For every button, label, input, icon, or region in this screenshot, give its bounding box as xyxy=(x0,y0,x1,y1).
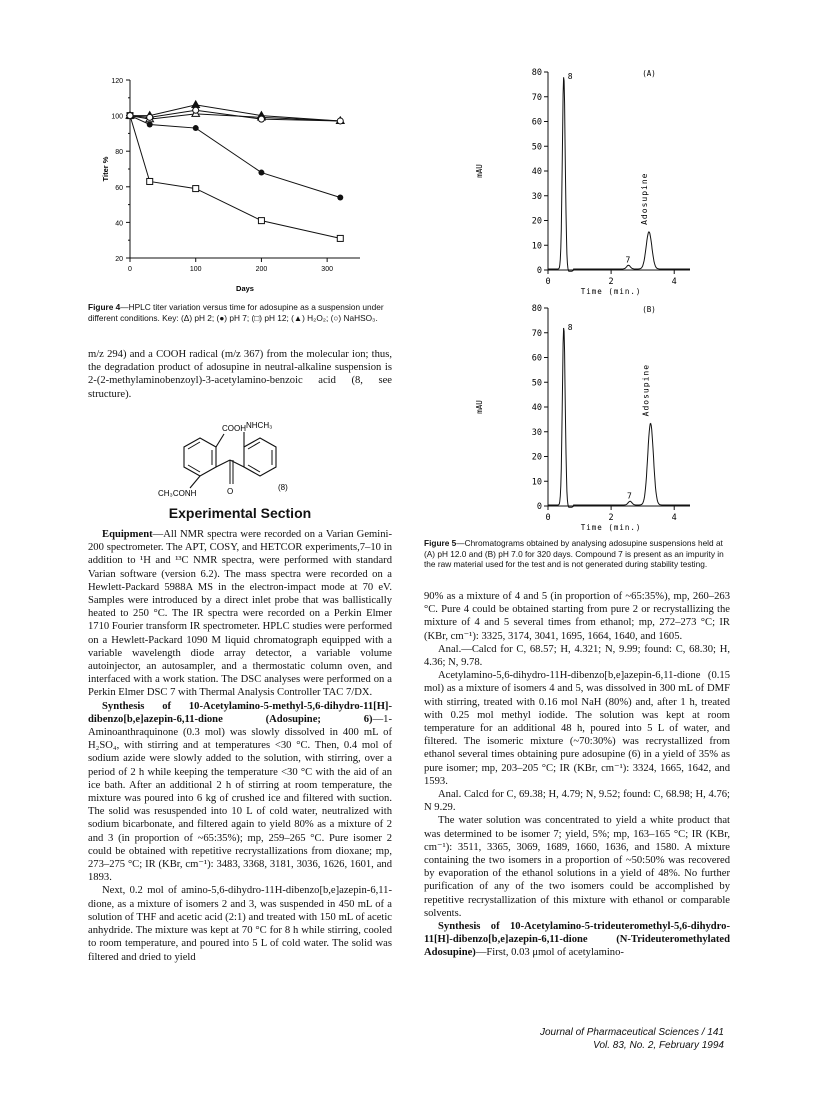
y-tick-label: 20 xyxy=(531,452,542,463)
footer xyxy=(540,1026,724,1052)
next-paragraph: Next, 0.2 mol of amino-5,6-dihydro-11H-dibenzo[b,e]azepin-6,11-dione, as a mixture of isomers 2 and 3, was suspended in 450 mL of a solution of THF and acetic acid (2:1) and treated with 150 mL of acetic anhydride. The mixture was kept at 70 °C for 8 h while stirring, cooled to room temperature, and poured into 5 L of cold water. The solid was filtered and dried to yield xyxy=(88,885,392,963)
y-tick-label: 20 xyxy=(531,216,542,227)
peak-label: 8 xyxy=(567,71,573,81)
series-line xyxy=(130,116,340,198)
panel-label: (B) xyxy=(642,305,656,314)
left-column-body xyxy=(88,528,392,964)
data-point xyxy=(258,116,264,122)
y-tick-label: 20 xyxy=(115,256,123,263)
x-tick-label: 200 xyxy=(255,266,268,273)
right-column-body xyxy=(424,590,730,960)
data-point xyxy=(337,118,343,124)
y-tick-label: 30 xyxy=(531,427,542,438)
right-paragraph-6 xyxy=(424,920,730,960)
structure-label-number: (8) xyxy=(278,483,288,492)
x-tick-label: 0 xyxy=(545,513,551,523)
data-point xyxy=(337,235,343,241)
peak-label: 8 xyxy=(567,322,573,332)
x-tick-label: 0 xyxy=(545,277,551,287)
y-tick-label: 40 xyxy=(531,403,542,413)
data-point xyxy=(127,113,133,119)
structure-label-o: O xyxy=(227,487,234,496)
y-axis-label: mAU xyxy=(475,400,484,414)
equipment-lead: Equipment xyxy=(102,529,153,540)
right-paragraph-5: The water solution was concentrated to yield a white product that was determined to be isomer 7; yield, 5%; mp, 163–165 °C; IR (KBr, cm⁻¹): 3511, 3365, 3069, 1689, 1660, 1636, and 1580. A mixture containing the two isomers in a proportion of ~50:50% was recovered by evaporation of the ethanol solutions in a yield of 48%. No further purification of any of the two isomers could be accomplished by repetitive recrystallization of this mixture with ethanol or comparable solvents. xyxy=(424,815,730,919)
data-point xyxy=(147,178,153,184)
peak-label: Adosupine xyxy=(641,363,651,417)
y-axis-label: mAU xyxy=(475,164,484,178)
data-point xyxy=(337,194,343,200)
x-tick-label: 4 xyxy=(671,277,677,287)
data-point xyxy=(192,101,200,108)
chromatogram-trace xyxy=(548,77,690,271)
figure5-chromatogram-b xyxy=(470,298,710,538)
y-tick-label: 70 xyxy=(531,328,542,339)
y-tick-label: 60 xyxy=(531,117,542,128)
y-tick-label: 0 xyxy=(536,502,542,512)
structure-right-ring xyxy=(244,438,276,476)
right-paragraph-2: Anal.—Calcd for C, 68.57; H, 4.321; N, 9.99; found: C, 68.30; H, 4.36; N, 9.78. xyxy=(424,643,730,669)
synthesis-text: —1-Aminoanthraquinone (0.3 mol) was slowly dissolved in 400 mL of H₂SO₄, with stirring and at temperatures <30 °C. Then, 0.4 mol of sodium azide were slowly added to the solution, with stirring, over a period of 2 h while keeping the temperature <30 °C with the aid of an ice bath. After an additional 2 h of stirring at room temperature, the mixture was poured into 6 kg of crushed ice and filtered with suction. The solid was resuspended into 10 L of cold water, neutralized with sodium bicarbonate, and filtered again to yield 80% as a mixture of 2 and 3 (in proportion of ~65:35%); mp, 259–265 °C. Pure isomer 2 could be obtained with repetitive recrystallizations from dioxane; mp, 273–275 °C; IR (KBr, cm⁻¹): 3483, 3368, 3181, 3036, 1626, 1601, and 1893. xyxy=(88,713,392,884)
data-point xyxy=(193,107,199,113)
y-tick-label: 80 xyxy=(115,149,123,157)
figure5-caption-text: —Chromatograms obtained by analysing adosupine suspensions held at (A) pH 12.0 and (B) pH 7.0 for 320 days. Compound 7 is present as an impurity in the raw material used for the test and is not generated during stability testing. xyxy=(424,538,724,569)
right-paragraph-3: Acetylamino-5,6-dihydro-11H-dibenzo[b,e]azepin-6,11-dione (0.15 mol) as a mixture of isomers 4 and 5, was dissolved in 300 mL of DMF with stirring, treated with 0.16 mol NaH (80%) and, after 1 h, treated with 0.25 mol methyl iodide. The solution was kept at room temperature for an additional 48 h, poured into 5 L of water, and filtered. The isomeric mixture (~70:30%) was recrystallized from ethanol several times obtaining pure adosupine (6) in a yield of 35% as pure isomer; mp, 203–205 °C; IR (KBr, cm⁻¹): 3324, 1665, 1642, and 1593. xyxy=(424,670,730,787)
structure-label-nhch3: NHCH₃ xyxy=(246,421,273,430)
x-axis-label: Time (min.) xyxy=(580,523,642,532)
data-point xyxy=(193,125,199,131)
peak-label: Adosupine xyxy=(639,172,649,225)
structure-label-cooh: COOH xyxy=(222,424,246,433)
footer-journal: Journal of Pharmaceutical Sciences / 141 xyxy=(540,1027,724,1038)
x-tick-label: 100 xyxy=(189,266,202,273)
figure4-caption-text: —HPLC titer variation versus time for adosupine as a suspension under different conditions. Key: (Δ) pH 2; (●) pH 7; (□) pH 12; (▲) H₂O₂; (○) NaHSO₃. xyxy=(88,302,384,323)
chromatogram-trace xyxy=(548,328,690,507)
data-point xyxy=(193,186,199,192)
y-tick-label: 100 xyxy=(111,113,123,121)
figure4-chart xyxy=(100,70,370,302)
x-tick-label: 2 xyxy=(608,277,614,287)
y-tick-label: 0 xyxy=(536,266,542,276)
figure4-caption-label: Figure 4 xyxy=(88,302,121,312)
x-axis-label: Days xyxy=(236,284,254,293)
figure4-caption xyxy=(88,302,388,323)
right-paragraph-6-lead: Synthesis of 10-Acetylamino-5-trideuteromethyl-5,6-dihydro-11[H]-dibenzo[b,e]azepin-6,11-dione (N-Trideuteromethylated Adosupine) xyxy=(424,921,730,959)
y-tick-label: 50 xyxy=(531,378,542,389)
equipment-text: —All NMR spectra were recorded on a Varian Gemini-200 spectrometer. The APT, COSY, and HETCOR experiments,7–10 in addition to ¹H and ¹³C NMR spectra, were performed with standard Varian software (version 6.2). The mass spectra were recorded on a Hewlett-Packard 5988A MS in the electron-impact mode at 70 eV. Samples were introduced by a direct inlet probe that was ballistically heated to 250 °C. The IR spectra were recorded on a Perkin Elmer 1710 Fourier transform IR spectrometer. HPLC studies were performed on a Hewlett-Packard 1090 M liquid chromatograph equipped with a variable wavelength diode array detector, a variable volume autoinjector, an autosampler, and a thermostatic column oven, and interfaced with a work station. The DSC analyses were performed on a Perkin Elmer DSC 7 with Thermal Analysis Controller TAC 7/DX. xyxy=(88,529,392,699)
y-tick-label: 50 xyxy=(531,142,542,153)
synthesis-paragraph xyxy=(88,700,392,885)
figure5-caption-label: Figure 5 xyxy=(424,538,457,548)
panel-label: (A) xyxy=(642,69,656,78)
right-paragraph-4: Anal. Calcd for C, 69.38; H, 4.79; N, 9.52; found: C, 68.98; H, 4.76; N 9.29. xyxy=(424,789,730,814)
right-paragraph-6-text: —First, 0.03 μmol of acetylamino- xyxy=(475,947,624,959)
y-tick-label: 10 xyxy=(531,241,542,252)
x-tick-label: 4 xyxy=(671,513,677,523)
y-tick-label: 30 xyxy=(531,191,542,202)
x-tick-label: 300 xyxy=(321,266,333,273)
peak-label: 7 xyxy=(627,491,632,501)
x-tick-label: 0 xyxy=(128,266,132,273)
y-tick-label: 60 xyxy=(531,353,542,364)
x-tick-label: 2 xyxy=(608,513,614,523)
y-tick-label: 10 xyxy=(531,477,542,488)
data-point xyxy=(147,122,153,128)
y-tick-label: 120 xyxy=(111,78,123,85)
right-paragraph-1: 90% as a mixture of 4 and 5 (in proportion of ~65:35%), mp, 260–263 °C. Pure 4 could be obtained starting from pure 2 or recrystallizing the mixture of 4 and 5 several times from ethanol; mp, 272–273 °C; IR (KBr, cm⁻¹): 3325, 3174, 3041, 1695, 1664, 1640, and 1605. xyxy=(424,591,730,642)
y-tick-label: 60 xyxy=(115,184,123,192)
y-tick-label: 80 xyxy=(531,68,542,78)
y-axis-label: Titer % xyxy=(101,156,110,182)
section-title: Experimental Section xyxy=(168,505,312,521)
series-line xyxy=(130,116,340,239)
structure-8-diagram xyxy=(150,412,310,504)
x-axis-label: Time (min.) xyxy=(580,287,642,296)
footer-volume: Vol. 83, No. 2, February 1994 xyxy=(593,1040,724,1051)
intro-paragraph xyxy=(88,348,392,401)
data-point xyxy=(258,218,264,224)
figure5-caption xyxy=(424,538,734,570)
y-tick-label: 80 xyxy=(531,304,542,314)
series-line xyxy=(130,105,340,121)
data-point xyxy=(258,170,264,176)
structure-label-ch3conh: CH₃CONH xyxy=(158,489,197,498)
peak-label: 7 xyxy=(625,255,631,265)
intro-text: m/z 294) and a COOH radical (m/z 367) from the molecular ion; thus, the degradation product of adosupine in neutral-alkaline suspension is 2-(2-methylaminobenzoyl)-3-acetylamino-benzoic acid (8, see structure). xyxy=(88,349,392,400)
data-point xyxy=(147,114,153,120)
y-tick-label: 40 xyxy=(531,167,542,177)
structure-left-ring xyxy=(184,438,216,476)
y-tick-label: 70 xyxy=(531,92,542,103)
equipment-paragraph xyxy=(88,528,392,700)
figure5-chromatogram-a xyxy=(470,62,710,302)
synthesis-lead: Synthesis of 10-Acetylamino-5-methyl-5,6-dihydro-11[H]-dibenzo[b,e]azepin-6,11-dione (Adosupine; 6) xyxy=(88,700,392,725)
y-tick-label: 40 xyxy=(115,220,123,228)
